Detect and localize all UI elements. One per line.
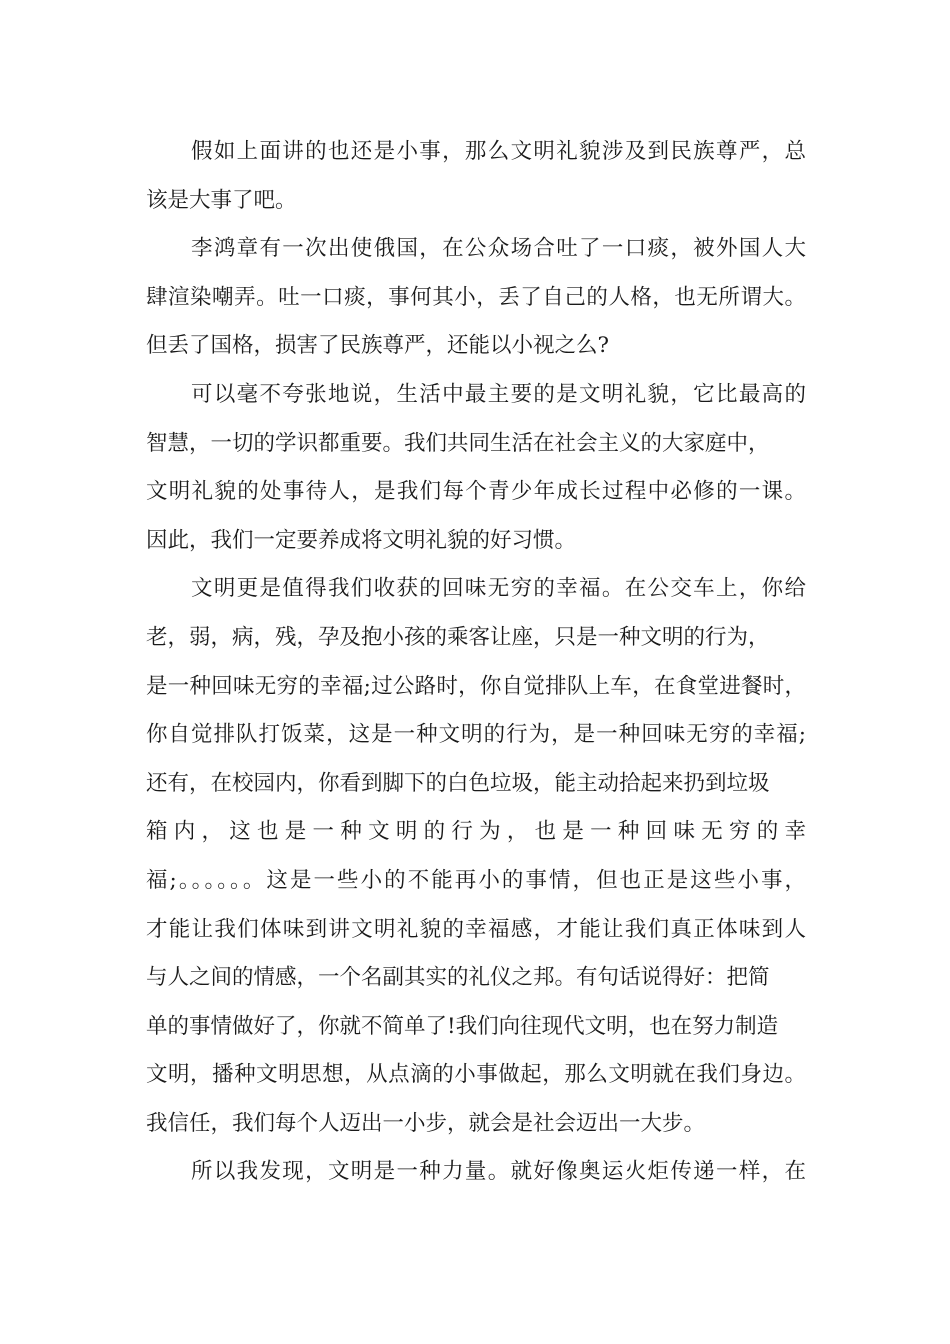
text-line: 但丢了国格，损害了民族尊严，还能以小视之么? [146,333,610,359]
paragraph-1 [146,133,806,230]
paragraph-5 [146,1153,806,1202]
text-line: 是一种回味无穷的幸福;过公路时，你自觉排队上车，在食堂进餐时， [146,673,806,699]
text-line: 李鸿章有一次出使俄国，在公众场合吐了一口痰，被外国人大 [191,236,806,262]
text-line: 箱内，这也是一种文明的行为，也是一种回味无穷的幸 [146,819,806,845]
paragraph-3 [146,376,806,570]
text-line: 与人之间的情感，一个名副其实的礼仪之邦。有句话说得好：把简 [146,965,770,991]
text-line: 肆渲染嘲弄。吐一口痰，事何其小，丢了自己的人格，也无所谓大。 [146,284,806,310]
text-line: 单的事情做好了，你就不简单了!我们向往现代文明，也在努力制造 [146,1013,779,1039]
text-line: 可以毫不夸张地说，生活中最主要的是文明礼貌，它比最高的 [191,381,806,407]
paragraph-4 [146,570,806,1153]
text-line: 假如上面讲的也还是小事，那么文明礼貌涉及到民族尊严，总 [191,139,806,164]
body-text [146,133,806,1202]
text-line: 你自觉排队打饭菜，这是一种文明的行为，是一种回味无穷的幸福; [146,722,806,748]
text-line: 老，弱，病，残，孕及抱小孩的乘客让座，只是一种文明的行为， [146,624,770,650]
text-line: 因此，我们一定要养成将文明礼貌的好习惯。 [146,527,577,553]
text-line: 还有，在校园内，你看到脚下的白色垃圾，能主动拾起来扔到垃圾 [146,770,770,796]
text-line: 该是大事了吧。 [146,187,297,213]
text-line: 文明，播种文明思想，从点滴的小事做起，那么文明就在我们身边。 [146,1062,806,1088]
text-line: 才能让我们体味到讲文明礼貌的幸福感，才能让我们真正体味到人 [146,916,806,942]
text-line: 文明更是值得我们收获的回味无穷的幸福。在公交车上，你给 [191,576,806,602]
text-line: 智慧，一切的学识都重要。我们共同生活在社会主义的大家庭中， [146,430,770,456]
paragraph-2 [146,230,806,376]
text-line: 所以我发现，文明是一种力量。就好像奥运火炬传递一样，在 [191,1159,806,1185]
text-line: 福;。。。。。。这是一些小的不能再小的事情，但也正是这些小事， [146,867,806,893]
text-line: 文明礼貌的处事待人，是我们每个青少年成长过程中必修的一课。 [146,479,806,505]
text-line: 我信任，我们每个人迈出一小步，就会是社会迈出一大步。 [146,1110,706,1136]
